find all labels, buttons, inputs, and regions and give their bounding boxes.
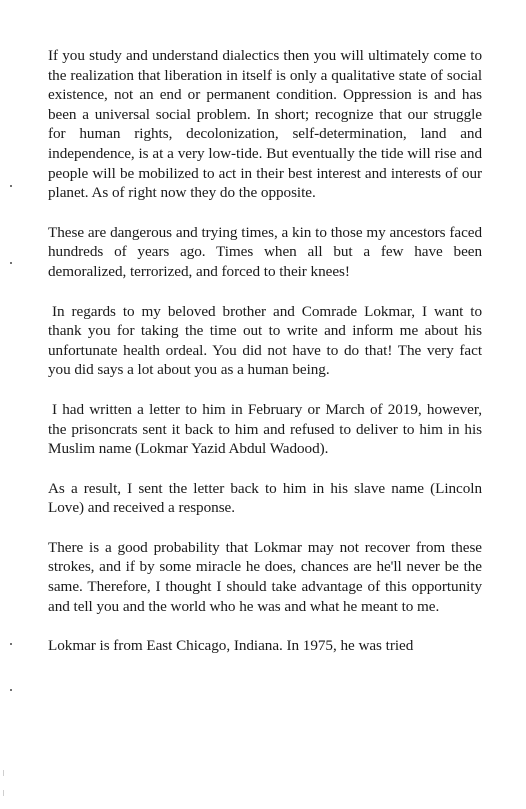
scan-speck: [10, 643, 12, 645]
scan-speck: [10, 262, 12, 264]
paragraph-dialectics: If you study and understand dialectics then you will ultimately come to the realization that liberation in itself is only a qualitative state of social existence, not an end or permanent condition. Oppression is and has been a universal social problem. In short; recognize that our struggle for human rights, decolonization, self-determination, land and independence, is at a very low-tide. But eventually the tide will rise and people will be mobilized to act in their best interest and interests of our planet. As of right now they do the opposite.: [48, 47, 482, 202]
document-body: [48, 46, 482, 656]
paragraph-east-chicago: Lokmar is from East Chicago, Indiana. In 1975, he was tried: [48, 637, 414, 655]
paragraph-slave-name: As a result, I sent the letter back to him in his slave name (Lincoln Love) and received a response.: [48, 479, 482, 517]
paragraph-letter-2019: I had written a letter to him in February or March of 2019, however, the prisoncrats sent it back to him and refused to deliver to him in his Muslim name (Lokmar Yazid Abdul Wadood).: [48, 400, 482, 458]
scan-speck: [10, 689, 12, 691]
paragraph-strokes: There is a good probability that Lokmar may not recover from these strokes, and if by some miracle he does, chances are he'll never be the same. Therefore, I thought I should take advantage of this opportunity and tell you and the world who he was and what he meant to me.: [48, 538, 482, 615]
paragraph-comrade-lokmar: In regards to my beloved brother and Comrade Lokmar, I want to thank you for taking the time out to write and inform me about his unfortunate health ordeal. You did not have to do that! The very fact you did says a lot about you as a human being.: [48, 302, 482, 379]
scan-edge-mark: [3, 770, 4, 776]
scan-speck: [10, 185, 12, 187]
scan-edge-mark: [3, 790, 4, 796]
paragraph-dangerous-times: These are dangerous and trying times, a kin to those my ancestors faced hundreds of years ago. Times when all but a few have been demoralized, terrorized, and forced to their knees!: [48, 223, 482, 280]
